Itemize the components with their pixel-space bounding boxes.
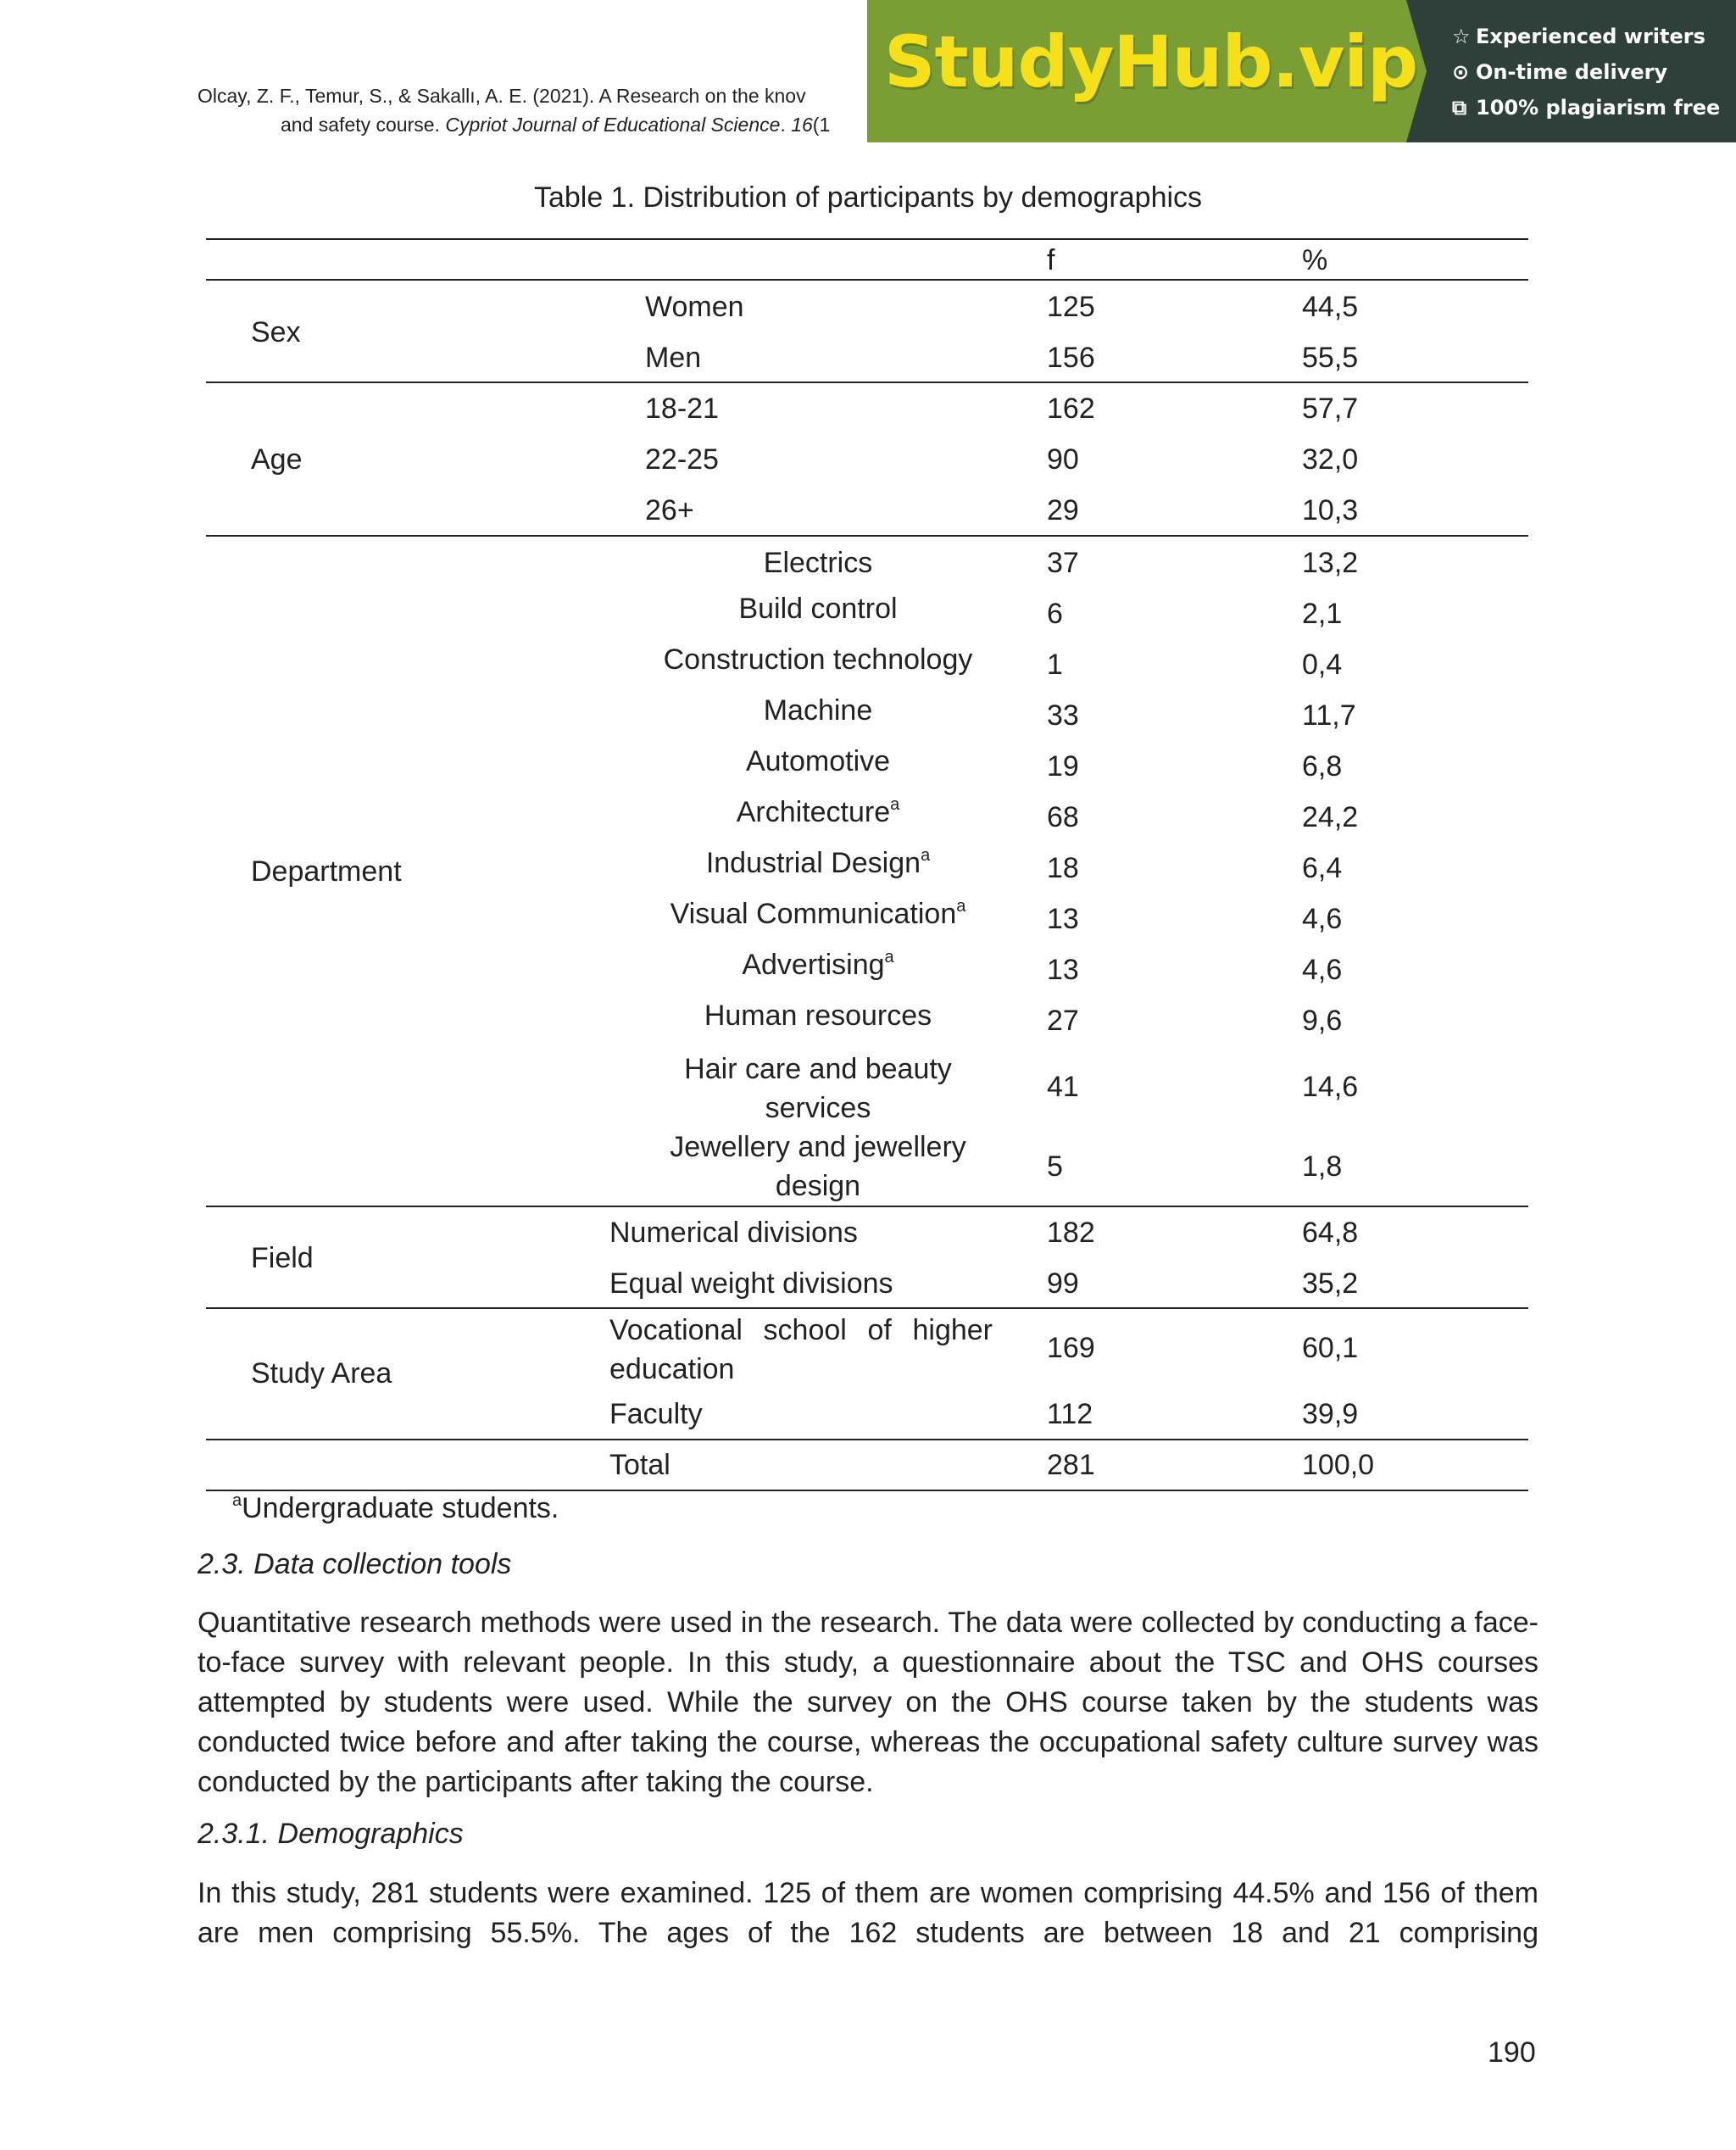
table-cell-category [648,794,988,831]
undergraduate-marker: a [890,795,900,814]
department-name: Advertising [742,949,885,981]
table-header-rule [206,279,1528,281]
table-cell-f: 162 [1047,393,1095,425]
table-cell-percent: 64,8 [1302,1217,1359,1249]
table-cell-percent: 6,8 [1302,750,1343,783]
table-cell-f: 156 [1047,342,1095,374]
paragraph-demographics: In this study, 281 students were examined. 125 of them are women comprising 44.5% and 156 of them are men comprising 55.5%. The ages of the 162 students are between 18 and 21 comprising [198,1877,1538,1949]
table-cell-category: Numerical divisions [609,1217,858,1249]
table-cell-f: 90 [1047,443,1079,476]
table-cell-category: Faculty [609,1398,703,1430]
journal-name: Cypriot Journal of Educational Science [445,114,781,136]
citation-line-2 [198,110,876,139]
section-heading-data-collection: 2.3. Data collection tools [198,1548,512,1580]
table-cell-f: 68 [1047,801,1079,833]
table-cell-f: 13 [1047,903,1079,935]
column-header-f: f [1047,244,1055,276]
table-cell-f: 6 [1047,598,1063,630]
page-number: 190 [1488,2036,1536,2069]
table-cell-category: Jewellery and jewellery design [670,1131,966,1202]
table-cell-f: 19 [1047,750,1079,783]
banner-feature-label: On-time delivery [1476,60,1668,84]
table-cell-f: 37 [1047,547,1079,579]
table-cell-category: 18-21 [645,393,719,425]
total-percent: 100,0 [1302,1449,1375,1481]
group-label-field: Field [251,1242,314,1274]
table-cell-percent: 35,2 [1302,1267,1359,1300]
table-cell-f: 27 [1047,1005,1079,1037]
table-cell-category: Equal weight divisions [609,1267,893,1300]
banner-logo-panel [867,0,1427,142]
table-cell-percent: 4,6 [1302,954,1343,986]
copy-icon: ⧉ [1452,96,1467,120]
group-label-study-area: Study Area [251,1357,392,1390]
table-cell-category [648,895,988,933]
undergraduate-marker: a [921,846,931,865]
column-header-percent: % [1302,244,1328,276]
table-cell-category [648,844,988,882]
table-cell-f: 33 [1047,699,1079,732]
table-cell-category: 26+ [645,494,694,526]
table-cell-category: Automotive [745,745,891,777]
table-cell-category: Human resources [704,1000,932,1032]
total-label: Total [609,1449,670,1481]
group-label-age: Age [251,443,303,476]
journal-issue: (1 [812,114,831,136]
table-cell-f: 99 [1047,1267,1079,1300]
department-name: Architecture [736,796,891,828]
table-cell-percent: 44,5 [1302,291,1359,323]
studyhub-logo[interactable]: StudyHub.vip [884,20,1418,103]
header-citation [198,81,876,139]
undergraduate-marker: a [884,948,894,966]
footnote-text: Undergraduate students. [242,1492,559,1524]
table-cell-percent: 57,7 [1302,393,1359,425]
table-cell-f: 112 [1047,1398,1093,1430]
table-cell-percent: 6,4 [1302,852,1343,884]
table-cell-percent: 24,2 [1302,801,1359,833]
studyhub-banner[interactable] [867,0,1736,142]
total-f: 281 [1047,1449,1095,1481]
table-cell-percent: 10,3 [1302,494,1359,526]
table-cell-f: 18 [1047,852,1079,884]
department-name: Industrial Design [705,847,921,879]
table-footnote [232,1492,559,1525]
table-cell-category: Build control [738,593,898,625]
table-cell-f: 182 [1047,1217,1095,1249]
journal-volume: 16 [791,114,813,136]
footnote-marker: a [232,1491,242,1510]
table-cell-f: 29 [1047,494,1079,526]
table-cell-percent: 0,4 [1302,649,1343,681]
table-top-rule [206,238,1528,240]
banner-feature-list [1452,22,1720,129]
table-cell-f: 13 [1047,954,1079,986]
table-age-rule [206,535,1528,537]
table-cell-category: Machine [763,694,873,727]
paragraph-data-collection: Quantitative research methods were used in the research. The data were collected by conducting a face-to-face survey with relevant people. In this study, a questionnaire about the TSC and OHS courses attempted by students were used. While the survey on the OHS course taken by the students was conducted twice before and after taking the course, whereas the occupational safety culture survey was conducted by the participants after taking the course. [198,1607,1538,1798]
table-cell-percent: 55,5 [1302,342,1359,374]
table-cell-category: Vocational school of higher education [609,1314,993,1385]
group-label-sex: Sex [251,316,301,348]
citation-line-1: Olcay, Z. F., Temur, S., & Sakallı, A. E. (2021). A Research on the knov [198,85,806,107]
table-cell-percent: 4,6 [1302,903,1343,935]
undergraduate-marker: a [956,897,966,916]
banner-feature-label: Experienced writers [1476,25,1705,48]
table-cell-f: 41 [1047,1071,1079,1103]
table-cell-category: Construction technology [663,643,973,676]
table-caption: Table 1. Distribution of participants by demographics [533,181,1203,214]
table-cell-percent: 2,1 [1302,598,1343,630]
department-name: Visual Communication [670,898,957,930]
table-sex-rule [206,382,1528,383]
clock-icon: ⊙ [1452,60,1470,84]
table-field-rule [206,1307,1528,1309]
table-cell-percent: 11,7 [1302,699,1356,732]
table-cell-percent: 60,1 [1302,1332,1359,1364]
table-study-area-rule [206,1439,1528,1440]
table-cell-percent: 14,6 [1302,1071,1359,1103]
table-cell-category [648,946,988,983]
banner-feature [1452,58,1720,93]
table-cell-category: Electrics [763,547,873,579]
table-cell-f: 1 [1047,649,1063,681]
section-heading-demographics: 2.3.1. Demographics [198,1818,464,1850]
table-cell-percent: 13,2 [1302,547,1359,579]
citation-punct: . [780,114,792,136]
banner-feature [1452,93,1720,129]
table-cell-percent: 39,9 [1302,1398,1359,1430]
table-department-rule [206,1206,1528,1207]
table-cell-percent: 32,0 [1302,443,1359,476]
table-bottom-rule [206,1490,1528,1491]
table-cell-f: 169 [1047,1332,1095,1364]
table-cell-percent: 9,6 [1302,1005,1343,1037]
table-cell-percent: 1,8 [1302,1150,1343,1183]
table-cell-category: 22-25 [645,443,719,476]
citation-text: and safety course. [281,114,446,136]
banner-feature [1452,22,1720,58]
group-label-department: Department [251,855,402,888]
banner-feature-label: 100% plagiarism free [1476,96,1721,120]
table-cell-category: Women [645,291,744,323]
table-cell-f: 125 [1047,291,1095,323]
table-cell-category: Hair care and beauty services [684,1053,952,1124]
table-cell-category: Men [645,342,702,374]
star-icon: ☆ [1452,25,1471,48]
table-cell-f: 5 [1047,1150,1063,1183]
